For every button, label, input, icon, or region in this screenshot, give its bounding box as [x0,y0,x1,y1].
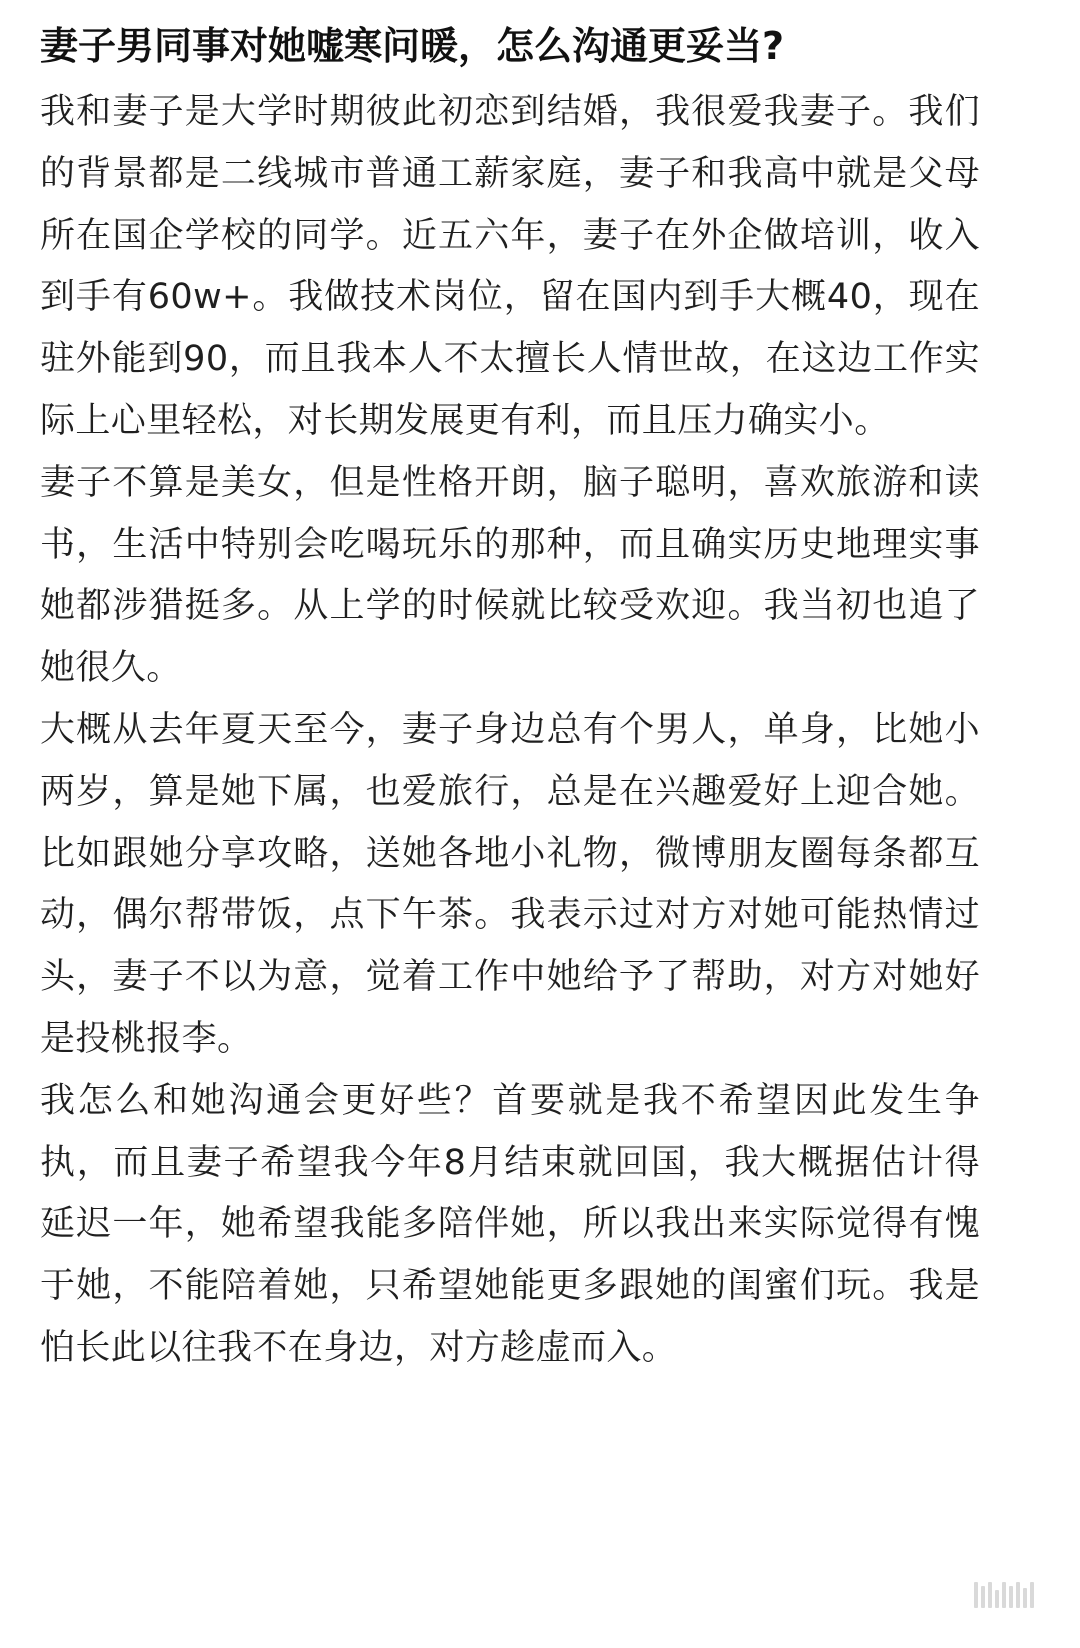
post-content [40,20,980,1380]
post-paragraph-3: 大概从去年夏天至今，妻子身边总有个男人，单身，比她小两岁，算是她下属，也爱旅行，总是在兴趣爱好上迎合她。比如跟她分享攻略，送她各地小礼物，微博朋友圈每条都互动，偶尔帮带饭，点下午茶。我表示过对方对她可能热情过头，妻子不以为意，觉着工作中她给予了帮助，对方对她好是投桃报李。 [40,709,980,1059]
post-paragraph-2: 妻子不算是美女，但是性格开朗，脑子聪明，喜欢旅游和读书，生活中特别会吃喝玩乐的那种，而且确实历史地理实事她都涉猎挺多。从上学的时候就比较受欢迎。我当初也追了她很久。 [40,462,980,689]
post-title: 妻子男同事对她嘘寒问暖，怎么沟通更妥当? [40,24,785,68]
watermark-bars-icon [974,1578,1044,1608]
post-paragraph-1: 我和妻子是大学时期彼此初恋到结婚，我很爱我妻子。我们的背景都是二线城市普通工薪家庭，妻子和我高中就是父母所在国企学校的同学。近五六年，妻子在外企做培训，收入到手有60w+。我做技术岗位，留在国内到手大概40，现在驻外能到90，而且我本人不太擅长人情世故，在这边工作实际上心里轻松，对长期发展更有利，而且压力确实小。 [40,92,980,441]
post-paragraph-4: 我怎么和她沟通会更好些？首要就是我不希望因此发生争执，而且妻子希望我今年8月结束就回国，我大概据估计得延迟一年，她希望我能多陪伴她，所以我出来实际觉得有愧于她，不能陪着她，只希望她能更多跟她的闺蜜们玩。我是怕长此以往我不在身边，对方趁虚而入。 [40,1080,980,1368]
